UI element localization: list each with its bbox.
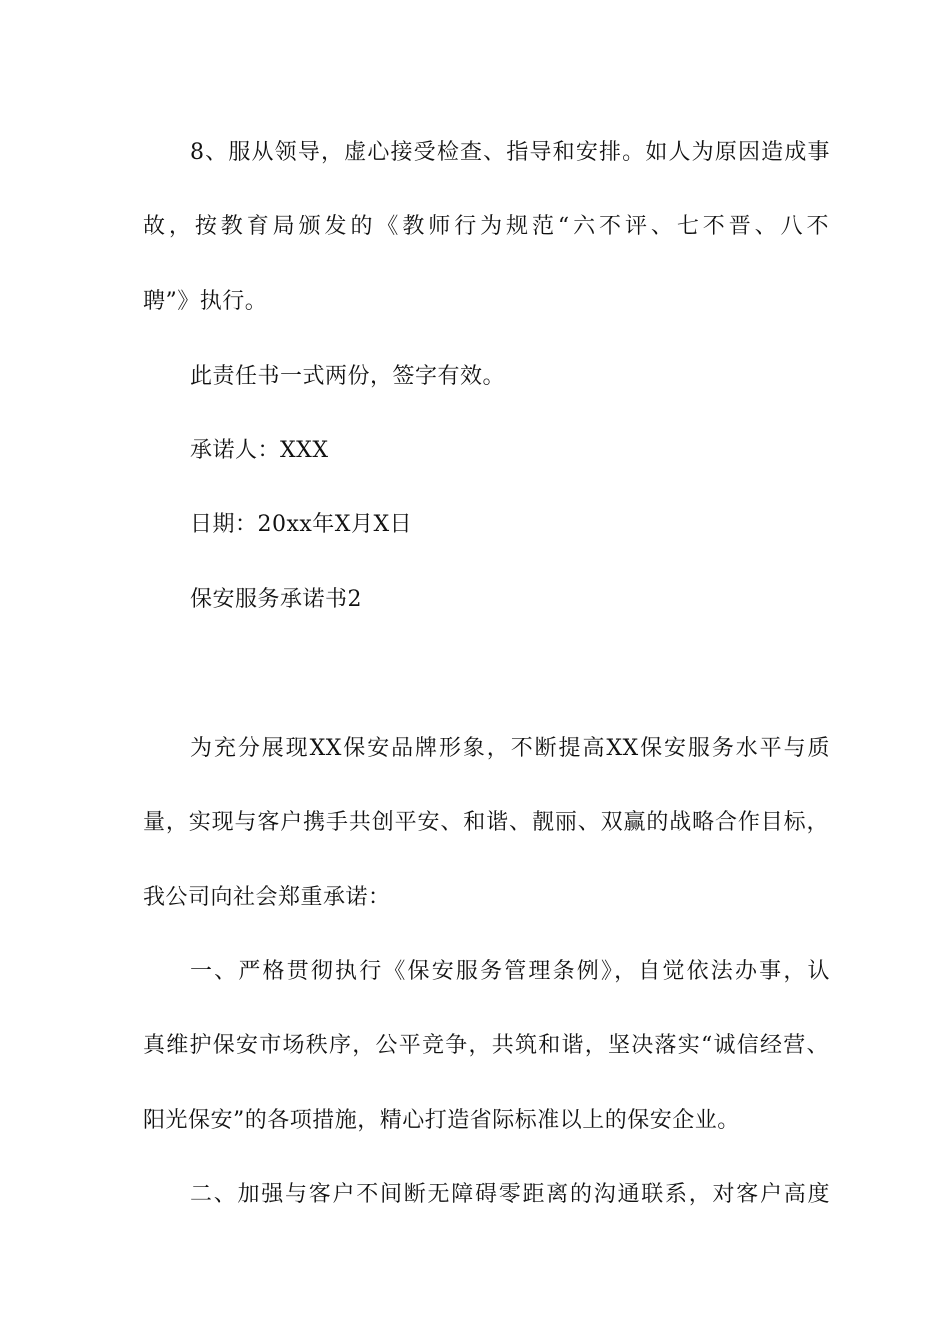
paragraph-line: 一、严格贯彻执行《保安服务管理条例》，自觉依法办事，认	[190, 959, 830, 984]
paragraph-line: 阳光保安”的各项措施，精心打造省际标准以上的保安企业。	[143, 1108, 740, 1133]
paragraph-line: 8、服从领导，虚心接受检查、指导和安排。如人为原因造成事	[190, 140, 830, 165]
paragraph-line: 此责任书一式两份，签字有效。	[190, 364, 506, 389]
paragraph-line: 真维护保安市场秩序，公平竞争，共筑和谐，坚决落实“诚信经营、	[143, 1033, 829, 1058]
signatory-line: 承诺人：XXX	[190, 438, 329, 463]
paragraph-line: 聘”》执行。	[143, 289, 268, 314]
paragraph-line: 故，按教育局颁发的《教师行为规范“六不评、七不晋、八不	[143, 214, 829, 239]
paragraph-line: 我公司向社会郑重承诺：	[143, 885, 391, 910]
paragraph-line: 二、加强与客户不间断无障碍零距离的沟通联系，对客户高度	[190, 1182, 830, 1207]
section-title: 保安服务承诺书2	[190, 587, 362, 612]
paragraph-line: 量，实现与客户携手共创平安、和谐、靓丽、双赢的战略合作目标，	[143, 810, 829, 835]
paragraph-line: 为充分展现XX保安品牌形象，不断提高XX保安服务水平与质	[190, 736, 830, 761]
date-line: 日期：20xx年X月X日	[190, 512, 413, 537]
